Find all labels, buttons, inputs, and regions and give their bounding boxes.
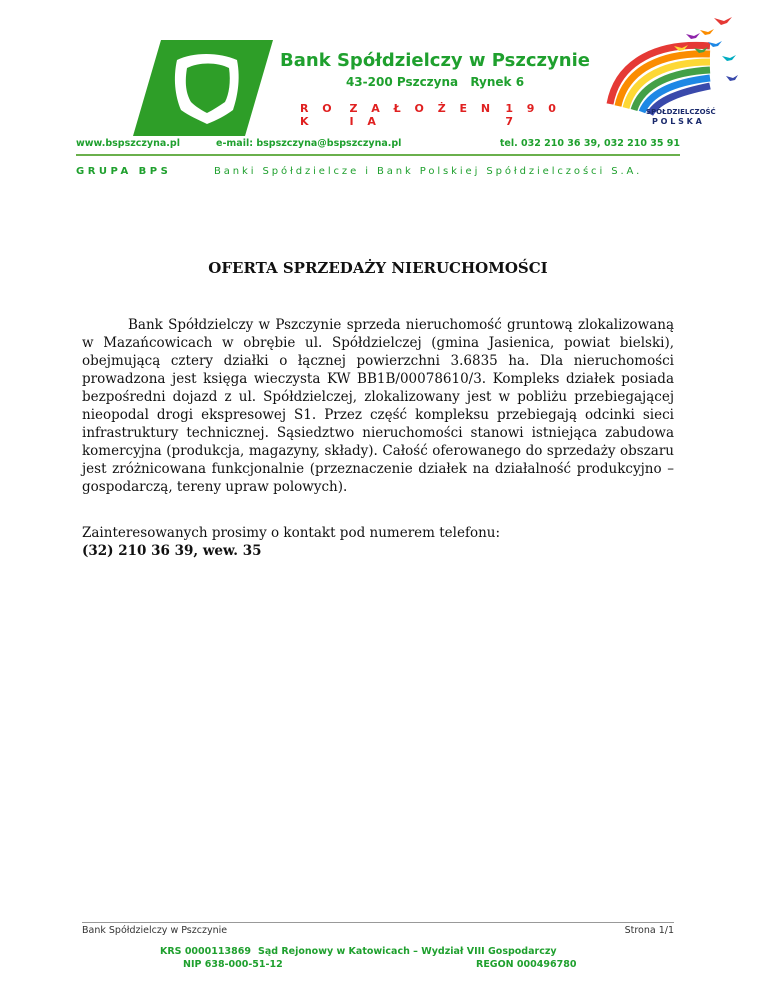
phone-numbers: tel. 032 210 36 39, 032 210 35 91 — [499, 138, 680, 149]
spoldzielczosc-polska-logo — [590, 12, 740, 128]
founded-word-1: R O K — [300, 102, 337, 128]
regon-number: REGON 000496780 — [476, 959, 577, 970]
group-name: GRUPA BPS — [76, 166, 172, 177]
bank-address — [250, 75, 620, 89]
bank-name: Bank Spółdzielczy w Pszczynie — [280, 50, 590, 71]
nip-number: NIP 638-000-51-12 — [183, 959, 283, 970]
contact-phone: (32) 210 36 39, wew. 35 — [82, 543, 262, 559]
founded-word-2: Z A Ł O Ż E N I A — [349, 102, 496, 128]
postal-city: 43-200 Pszczyna — [345, 75, 459, 89]
group-description: Banki Spółdzielcze i Bank Polskiej Spółdzielczości S.A. — [214, 166, 643, 177]
founded-word-3: 1 9 0 7 — [505, 102, 561, 128]
krs-number: KRS 0000113869 — [160, 946, 251, 957]
court-info: Sąd Rejonowy w Katowicach – Wydział VIII Gospodarczy — [258, 946, 557, 957]
header-divider — [76, 154, 680, 156]
page-number: Strona 1/1 — [624, 925, 674, 936]
footer-bank-name: Bank Spółdzielczy w Pszczynie — [82, 925, 228, 936]
offer-paragraph: Bank Spółdzielczy w Pszczynie sprzeda nieruchomość gruntową zlokalizowaną w Mazańcowicach w obrębie ul. Spółdzielczej (gmina Jasienica, powiat bielski), obejmującą cztery działki o łącznej powierzchni 3.6835 ha. Dla nieruchomości prowadzona jest księga wieczysta KW BB1B/00078610/3. Kompleks działek posiada bezpośredni dojazd z ul. Spółdzielczej, zlokalizowany jest w pobliżu przebiegającej nieopodal drogi ekspresowej S1. Przez część kompleksu przebiegają odcinki sieci infrastruktury technicznej. Sąsiedztwo nieruchomości stanowi istniejąca zabudowa komercyjna (produkcja, magazyny, składy). Całość oferowanego do sprzedaży obszaru jest zróżnicowana funkcjonalnie (przeznaczenie działek na działalność produkcyjno – gospodarczą, tereny upraw polowych). — [82, 317, 674, 495]
email-link[interactable]: e-mail: bspszczyna@bspszczyna.pl — [216, 138, 402, 149]
website-link[interactable]: www.bspszczyna.pl — [76, 138, 180, 149]
contact-intro: Zainteresowanych prosimy o kontakt pod numerem telefonu: — [82, 525, 501, 541]
contact-row — [76, 138, 680, 152]
badge-line-1: SPÓŁDZIELCZOŚĆ — [646, 108, 716, 116]
badge-line-2: P O L S K A — [652, 117, 702, 126]
founded-line — [300, 102, 570, 128]
street: Rynek 6 — [470, 75, 525, 89]
footer-divider — [82, 922, 674, 923]
document-title: OFERTA SPRZEDAŻY NIERUCHOMOŚCI — [208, 259, 548, 277]
